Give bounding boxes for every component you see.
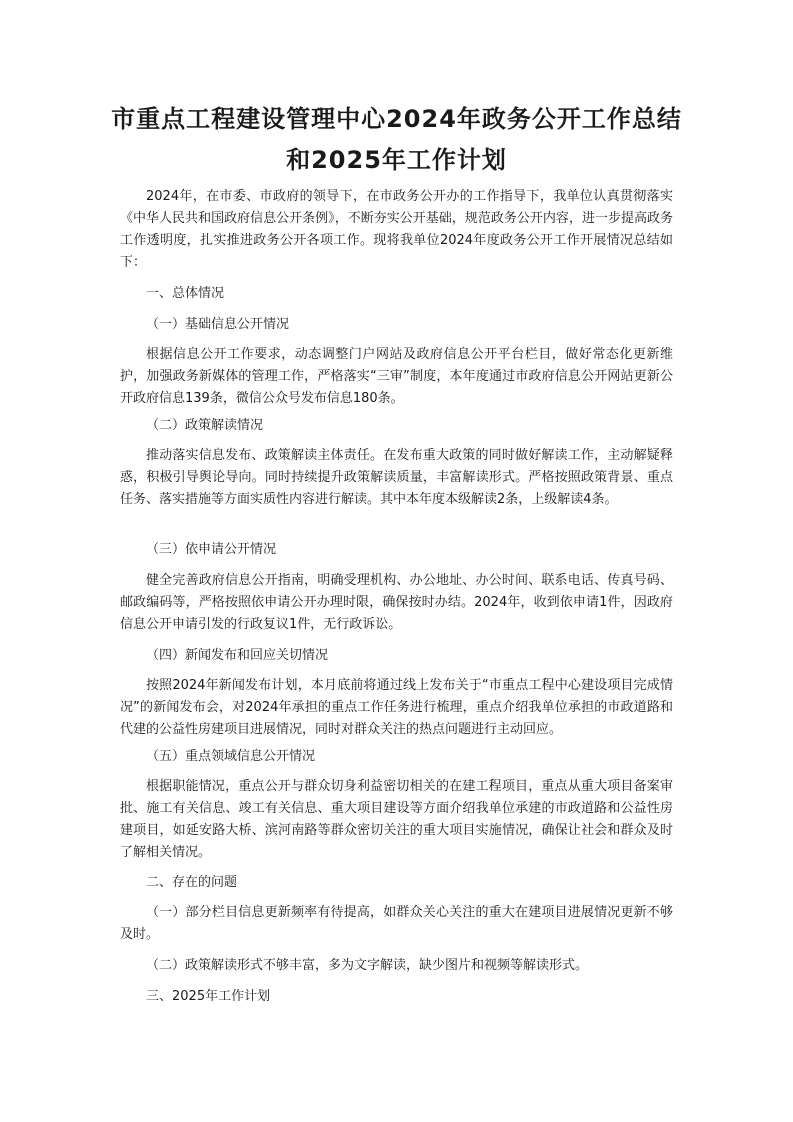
section1-sub5-paragraph: 根据职能情况，重点公开与群众切身利益密切相关的在建工程项目，重点从重大项目备案审批、施工有关信息、竣工有关信息、重大项目建设等方面介绍我单位承建的市政道路和公益性房建项目，如延安路大桥、滨河南路等群众密切关注的重大项目实施情况，确保让社会和群众及时了解相关情况。 (120, 779, 673, 860)
section1-heading: 一、总体情况 (146, 286, 225, 301)
section1-sub2-paragraph: 推动落实信息发布、政策解读主体责任。在发布重大政策的同时做好解读工作，主动解疑释惑，积极引导舆论导向。同时持续提升政策解读质量，丰富解读形式。严格按照政策背景、重点任务、落实措施等方面实质性内容进行解读。其中本年度本级解读2条，上级解读4条。 (120, 448, 673, 507)
section2-item2: （二）政策解读形式不够丰富，多为文字解读，缺少图片和视频等解读形式。 (146, 958, 589, 973)
document-title-line1: 市重点工程建设管理中心2024年政务公开工作总结 (111, 105, 682, 133)
section1-sub4-paragraph: 按照2024年新闻发布计划，本月底前将通过线上发布关于“市重点工程中心建设项目完成情况”的新闻发布会，对2024年承担的重点工作任务进行梳理，重点介绍我单位承担的市政道路和代建的公益性房建项目进展情况，同时对群众关注的热点问题进行主动回应。 (120, 678, 673, 737)
section1-sub5-heading: （五）重点领域信息公开情况 (146, 749, 316, 764)
intro-paragraph: 2024年，在市委、市政府的领导下，在市政务公开办的工作指导下，我单位认真贯彻落实《中华人民共和国政府信息公开条例》，不断夯实公开基础，规范政务公开内容，进一步提高政务工作透明度，扎实推进政务公开各项工作。现将我单位2024年度政务公开工作开展情况总结如下： (120, 189, 673, 270)
document-title-line2: 和2025年工作计划 (286, 146, 507, 174)
section1-sub3-heading: （三）依申请公开情况 (146, 542, 277, 557)
section1-sub4-heading: （四）新闻发布和回应关切情况 (146, 648, 329, 663)
section1-sub2-heading: （二）政策解读情况 (146, 418, 264, 433)
section3-heading: 三、2025年工作计划 (146, 989, 271, 1004)
section1-sub1-heading: （一）基础信息公开情况 (146, 317, 290, 332)
section2-item1: （一）部分栏目信息更新频率有待提高，如群众关心关注的重大在建项目进展情况更新不够及时。 (120, 905, 673, 942)
section2-heading: 二、存在的问题 (146, 875, 238, 890)
section1-sub1-paragraph: 根据信息公开工作要求，动态调整门户网站及政府信息公开平台栏目，做好常态化更新维护，加强政务新媒体的管理工作，严格落实“三审”制度，本年度通过市政府信息公开网站更新公开政府信息139条，微信公众号发布信息180条。 (120, 347, 673, 406)
section1-sub3-paragraph: 健全完善政府信息公开指南，明确受理机构、办公地址、办公时间、联系电话、传真号码、邮政编码等，严格按照依申请公开办理时限，确保按时办结。2024年，收到依申请1件，因政府信息公开申请引发的行政复议1件，无行政诉讼。 (120, 573, 673, 632)
